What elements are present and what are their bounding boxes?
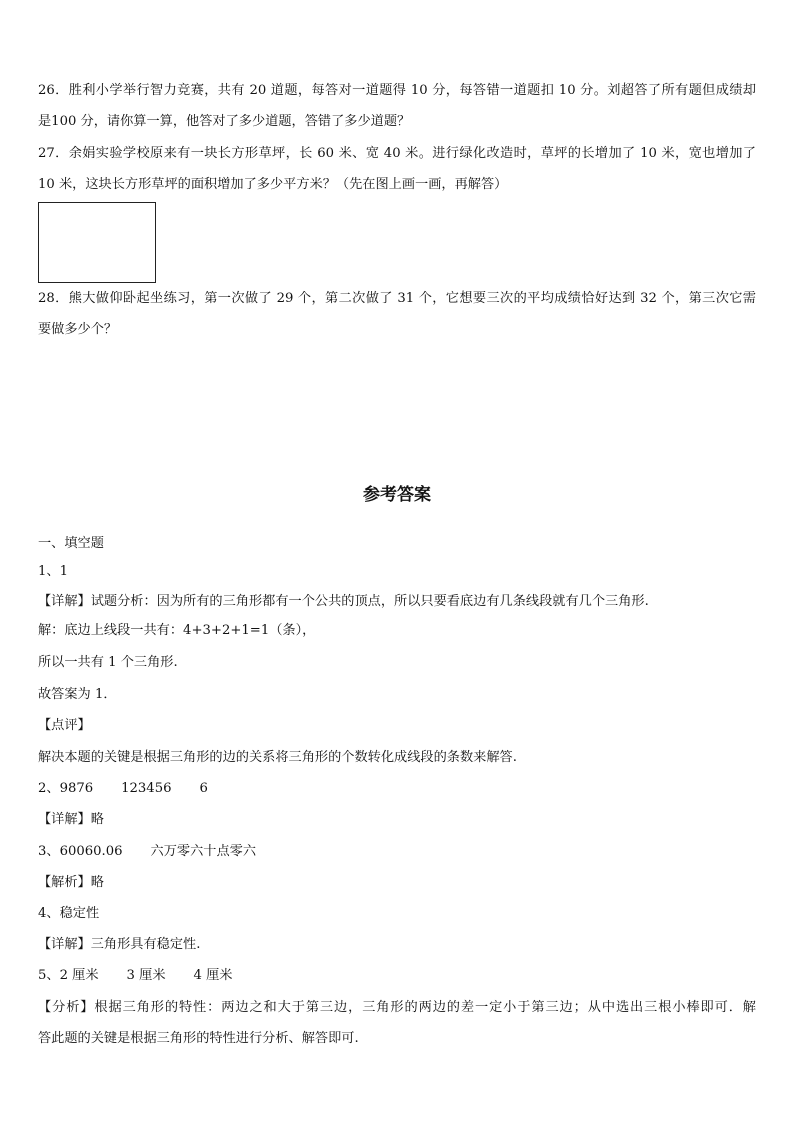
answer-1: 1、1 xyxy=(38,564,68,579)
answers-title: 参考答案 xyxy=(363,485,431,505)
answer-3-value-1: 3、60060.06 xyxy=(38,844,123,859)
section-fill-blank: 一、填空题 xyxy=(38,536,104,551)
answer-5-value-1: 5、2 厘米 xyxy=(38,968,99,983)
answer-4: 4、稳定性 xyxy=(38,906,100,921)
answer-1-solve: 解：底边上线段一共有：4+3+2+1=1（条）， xyxy=(38,623,316,638)
answer-2-value-3: 6 xyxy=(199,781,208,796)
question-28-line-1: 28．熊大做仰卧起坐练习，第一次做了 29 个，第二次做了 31 个，它想要三次的平均成绩恰好达到 32 个，第三次它需 xyxy=(38,291,756,306)
answer-1-total: 所以一共有 1 个三角形. xyxy=(38,655,178,670)
answer-2-value-1: 2、9876 xyxy=(38,781,94,796)
answer-2 xyxy=(38,780,208,798)
answer-5-value-3: 4 厘米 xyxy=(193,968,233,983)
answer-1-comment-label: 【点评】 xyxy=(38,718,91,733)
question-26-line-1: 26．胜利小学举行智力竞赛，共有 20 道题，每答对一道题得 10 分，每答错一道题扣 10 分。刘超答了所有题但成绩却 xyxy=(38,83,756,98)
answer-5-detail-line-1: 【分析】根据三角形的特性：两边之和大于第三边，三角形的两边的差一定小于第三边；从中选出三根小棒即可．解 xyxy=(38,1000,756,1015)
answer-5 xyxy=(38,967,232,985)
answer-4-detail: 【详解】三角形具有稳定性. xyxy=(38,937,201,952)
answer-3 xyxy=(38,843,256,861)
question-26-line-2: 是100 分，请你算一算，他答对了多少道题，答错了多少道题？ xyxy=(38,114,411,129)
answer-2-value-2: 123456 xyxy=(121,781,172,796)
answer-1-detail: 【详解】试题分析：因为所有的三角形都有一个公共的顶点，所以只要看底边有几条线段就有几个三角形. xyxy=(38,594,649,609)
question-27-line-2: 10 米，这块长方形草坪的面积增加了多少平方米？（先在图上画一画，再解答） xyxy=(38,177,508,192)
answer-1-comment: 解决本题的关键是根据三角形的边的关系将三角形的个数转化成线段的条数来解答. xyxy=(38,750,517,765)
question-28-line-2: 要做多少个？ xyxy=(38,322,118,337)
answer-3-value-2: 六万零六十点零六 xyxy=(150,844,257,859)
drawing-rectangle xyxy=(38,202,156,283)
answer-1-conclusion: 故答案为 1． xyxy=(38,687,117,702)
answer-2-detail: 【详解】略 xyxy=(38,812,104,827)
answer-5-value-2: 3 厘米 xyxy=(126,968,166,983)
question-27-line-1: 27．余娟实验学校原来有一块长方形草坪，长 60 米、宽 40 米。进行绿化改造时，草坪的长增加了 10 米，宽也增加了 xyxy=(38,146,756,161)
answer-3-detail: 【解析】略 xyxy=(38,875,104,890)
answer-5-detail-line-2: 答此题的关键是根据三角形的特性进行分析、解答即可. xyxy=(38,1031,359,1046)
